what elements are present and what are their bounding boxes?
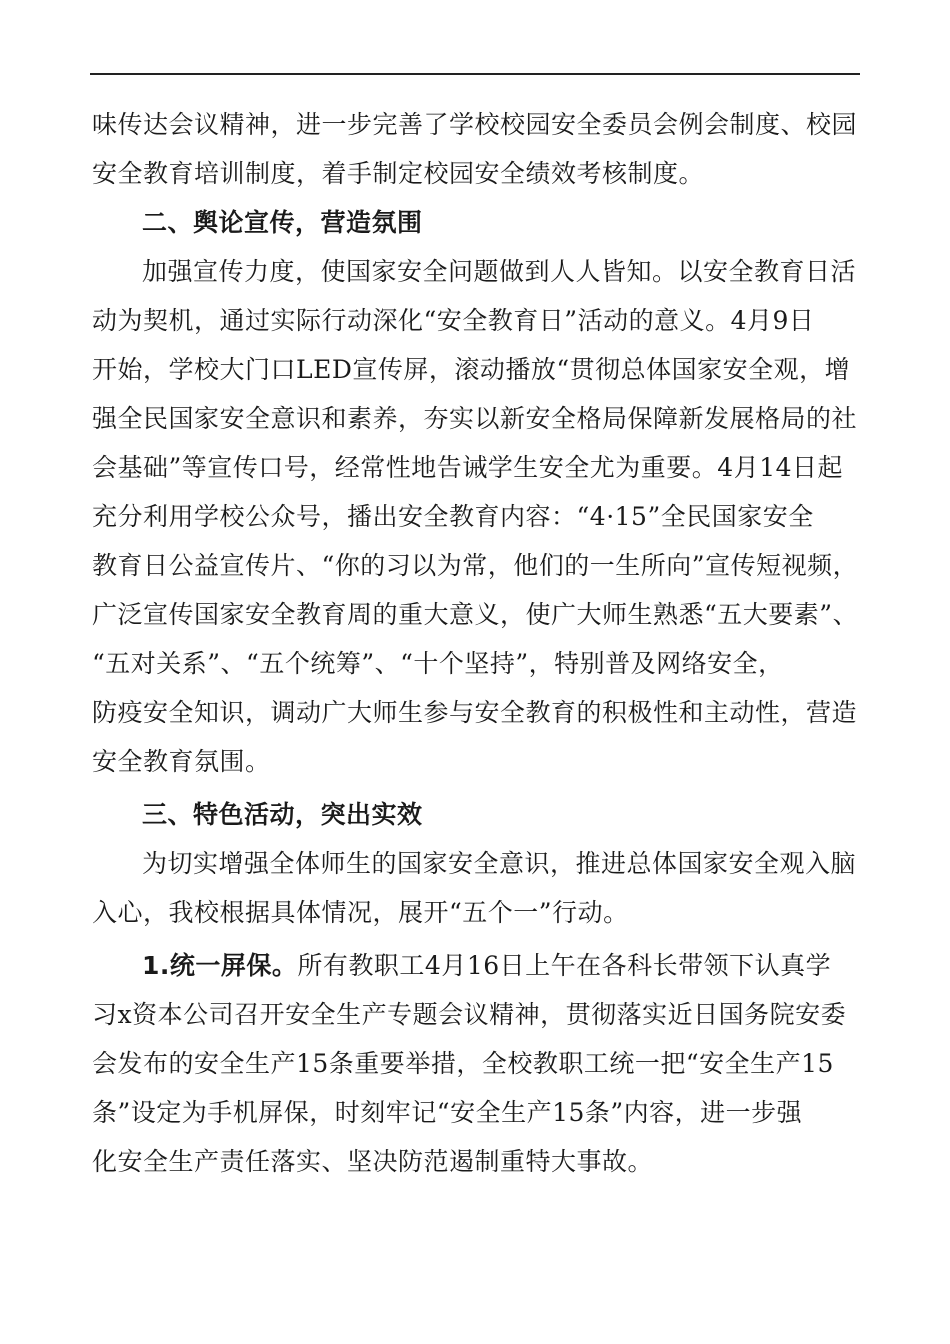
paragraph-line: 强全民国家安全意识和素养，夯实以新安全格局保障新发展格局的社 [92,404,858,433]
paragraph-line: “五对关系”、“五个统筹”、“十个坚持”，特别普及网络安全， [92,649,784,678]
paragraph-line: 广泛宣传国家安全教育周的重大意义，使广大师生熟悉“五大要素”、 [92,600,859,629]
section-heading-3: 三、特色活动，突出实效 [142,800,423,829]
header-rule [90,73,860,75]
paragraph-line: 安全教育培训制度，着手制定校园安全绩效考核制度。 [92,159,705,188]
item-1-line [142,941,831,990]
paragraph-line: 动为契机，通过实际行动深化“安全教育日”活动的意义。4月9日 [92,306,815,335]
paragraph-line: 入心，我校根据具体情况，展开“五个一”行动。 [92,898,629,927]
paragraph-line: 安全教育氛围。 [92,747,271,776]
item-1-title: 1.统一屏保。 [142,951,298,980]
paragraph-line: 充分利用学校公众号，播出安全教育内容：“4·15”全民国家安全 [92,502,814,531]
paragraph-line: 味传达会议精神，进一步完善了学校校园安全委员会例会制度、校园 [92,110,858,139]
paragraph-line: 开始，学校大门口LED宣传屏，滚动播放“贯彻总体国家安全观，增 [92,355,851,384]
paragraph-line: 化安全生产责任落实、坚决防范遏制重特大事故。 [92,1147,654,1176]
item-1-text: 所有教职工4月16日上午在各科长带领下认真学 [297,951,832,980]
paragraph-line: 条”设定为手机屏保，时刻牢记“安全生产15条”内容，进一步强 [92,1098,803,1127]
paragraph-line: 会基础”等宣传口号，经常性地告诫学生安全尤为重要。4月14日起 [92,453,844,482]
paragraph-line: 为切实增强全体师生的国家安全意识，推进总体国家安全观入脑 [142,849,857,878]
paragraph-line: 习x资本公司召开安全生产专题会议精神，贯彻落实近日国务院安委 [92,1000,847,1029]
paragraph-line: 教育日公益宣传片、“你的习以为常，他们的一生所向”宣传短视频， [92,551,859,580]
paragraph-line: 会发布的安全生产15条重要举措，全校教职工统一把“安全生产15 [92,1049,834,1078]
section-heading-2: 二、舆论宣传，营造氛围 [142,208,423,237]
paragraph-line: 加强宣传力度，使国家安全问题做到人人皆知。以安全教育日活 [142,257,857,286]
paragraph-line: 防疫安全知识，调动广大师生参与安全教育的积极性和主动性，营造 [92,698,858,727]
